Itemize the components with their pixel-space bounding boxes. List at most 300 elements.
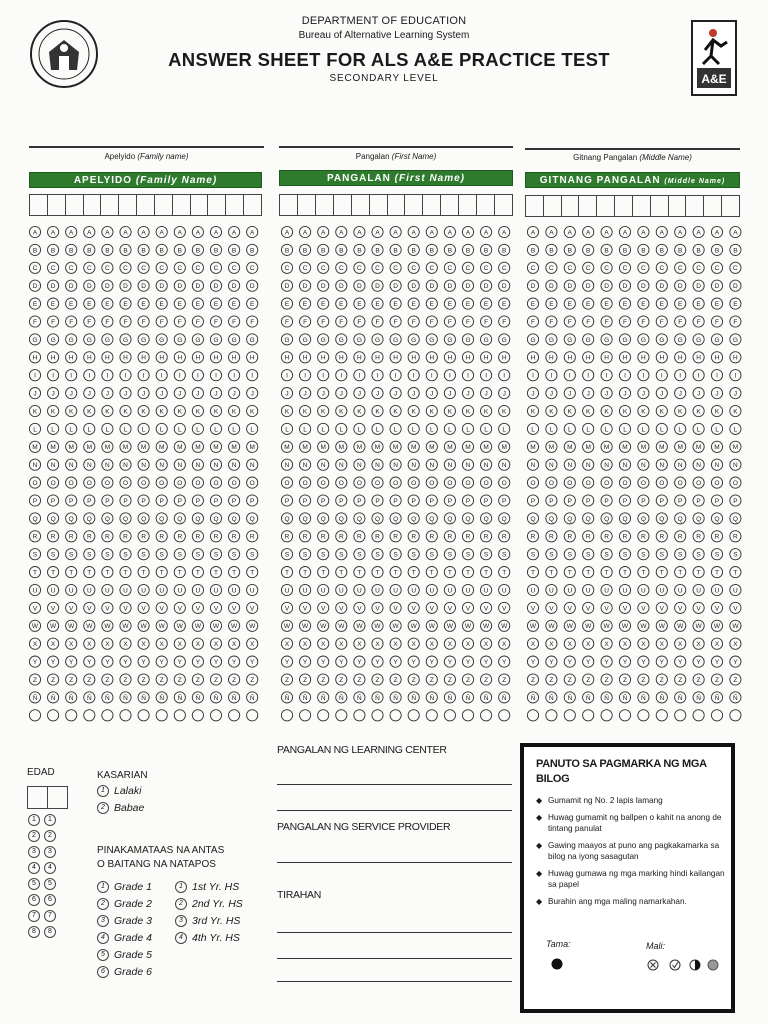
bubble-gitnang-pangalan[interactable]	[564, 549, 575, 560]
bubble-gitnang-pangalan[interactable]	[693, 352, 704, 363]
bubble-gitnang-pangalan[interactable]	[638, 459, 649, 470]
bubble-gitnang-pangalan[interactable]	[730, 584, 741, 595]
bubble-gitnang-pangalan[interactable]	[601, 692, 612, 703]
antas-option[interactable]	[97, 912, 152, 929]
bubble-gitnang-pangalan[interactable]	[527, 226, 538, 237]
antas-option[interactable]	[175, 929, 243, 946]
bubble-gitnang-pangalan[interactable]	[527, 620, 538, 631]
kasarian-option-lalaki[interactable]	[97, 782, 144, 799]
bubble-gitnang-pangalan[interactable]	[583, 423, 594, 434]
bubble-gitnang-pangalan[interactable]	[583, 692, 594, 703]
bubble-gitnang-pangalan[interactable]	[583, 298, 594, 309]
bubble-gitnang-pangalan[interactable]	[527, 316, 538, 327]
bubble-gitnang-pangalan[interactable]	[527, 441, 538, 452]
bubble-gitnang-pangalan[interactable]	[693, 692, 704, 703]
bubble-gitnang-pangalan[interactable]	[564, 638, 575, 649]
bubble-gitnang-pangalan[interactable]	[693, 226, 704, 237]
bubble-gitnang-pangalan[interactable]	[675, 334, 686, 345]
bubble-gitnang-pangalan[interactable]	[564, 405, 575, 416]
bubble-gitnang-pangalan[interactable]	[527, 280, 538, 291]
bubble-gitnang-pangalan[interactable]	[583, 602, 594, 613]
bubble-gitnang-pangalan[interactable]	[619, 495, 630, 506]
bubble-gitnang-pangalan[interactable]	[564, 334, 575, 345]
bubble-gitnang-pangalan[interactable]	[583, 477, 594, 488]
bubble-gitnang-pangalan[interactable]	[583, 262, 594, 273]
bubble-gitnang-pangalan[interactable]	[527, 388, 538, 399]
bubble-gitnang-pangalan[interactable]	[638, 262, 649, 273]
bubble-gitnang-pangalan[interactable]	[583, 584, 594, 595]
bubble-gitnang-pangalan[interactable]	[656, 388, 667, 399]
bubble-gitnang-pangalan[interactable]	[619, 405, 630, 416]
bubble-gitnang-pangalan[interactable]	[638, 370, 649, 381]
bubble-gitnang-pangalan[interactable]	[583, 531, 594, 542]
bubble-gitnang-pangalan[interactable]	[527, 710, 538, 721]
antas-option[interactable]	[97, 963, 152, 980]
bubble-gitnang-pangalan[interactable]	[564, 513, 575, 524]
bubble-gitnang-pangalan[interactable]	[619, 692, 630, 703]
bubble-gitnang-pangalan[interactable]	[527, 584, 538, 595]
bubble-gitnang-pangalan[interactable]	[583, 388, 594, 399]
bubble-gitnang-pangalan[interactable]	[619, 316, 630, 327]
antas-option[interactable]	[97, 929, 152, 946]
bubble-gitnang-pangalan[interactable]	[675, 620, 686, 631]
bubble-gitnang-pangalan[interactable]	[546, 620, 557, 631]
bubble-gitnang-pangalan[interactable]	[527, 602, 538, 613]
option-bubble[interactable]: 6	[97, 966, 109, 978]
bubble-gitnang-pangalan[interactable]	[638, 620, 649, 631]
bubble-gitnang-pangalan[interactable]	[546, 656, 557, 667]
bubble-gitnang-pangalan[interactable]	[693, 334, 704, 345]
bubble-gitnang-pangalan[interactable]	[675, 495, 686, 506]
bubble-gitnang-pangalan[interactable]	[638, 549, 649, 560]
bubble-gitnang-pangalan[interactable]	[711, 495, 722, 506]
bubble-gitnang-pangalan[interactable]	[693, 710, 704, 721]
bubble-gitnang-pangalan[interactable]	[711, 423, 722, 434]
bubble-gitnang-pangalan[interactable]	[730, 567, 741, 578]
bubble-gitnang-pangalan[interactable]	[527, 459, 538, 470]
bubble-gitnang-pangalan[interactable]	[730, 513, 741, 524]
bubble-gitnang-pangalan[interactable]	[619, 441, 630, 452]
edad-boxes[interactable]	[27, 786, 68, 809]
bubble-circle[interactable]	[527, 710, 538, 721]
bubble-gitnang-pangalan[interactable]	[693, 531, 704, 542]
option-bubble[interactable]: 4	[175, 932, 187, 944]
bubble-gitnang-pangalan[interactable]	[675, 423, 686, 434]
bubble-gitnang-pangalan[interactable]	[619, 513, 630, 524]
bubble-gitnang-pangalan[interactable]	[711, 262, 722, 273]
bubble-circle[interactable]	[564, 710, 575, 721]
bubble-gitnang-pangalan[interactable]	[638, 692, 649, 703]
bubble-gitnang-pangalan[interactable]	[693, 244, 704, 255]
bubble-gitnang-pangalan[interactable]	[546, 405, 557, 416]
bubble-gitnang-pangalan[interactable]	[564, 370, 575, 381]
bubble-gitnang-pangalan[interactable]	[619, 370, 630, 381]
bubble-gitnang-pangalan[interactable]	[546, 710, 557, 721]
bubble-gitnang-pangalan[interactable]	[546, 674, 557, 685]
bubble-gitnang-pangalan[interactable]	[583, 334, 594, 345]
learning-center-line[interactable]	[277, 784, 512, 785]
option-bubble[interactable]: 2	[175, 898, 187, 910]
bubble-gitnang-pangalan[interactable]	[564, 280, 575, 291]
bubble-gitnang-pangalan[interactable]	[711, 674, 722, 685]
bubble-gitnang-pangalan[interactable]	[601, 710, 612, 721]
bubble-gitnang-pangalan[interactable]	[638, 710, 649, 721]
bubble-gitnang-pangalan[interactable]	[601, 405, 612, 416]
bubble-gitnang-pangalan[interactable]	[711, 388, 722, 399]
bubble-gitnang-pangalan[interactable]	[638, 495, 649, 506]
bubble-gitnang-pangalan[interactable]	[583, 459, 594, 470]
bubble-gitnang-pangalan[interactable]	[656, 692, 667, 703]
bubble-gitnang-pangalan[interactable]	[527, 638, 538, 649]
bubble-gitnang-pangalan[interactable]	[675, 567, 686, 578]
edad-digit-bubble[interactable]: 8	[28, 926, 40, 938]
edad-digit-bubble[interactable]: 2	[44, 830, 56, 842]
bubble-gitnang-pangalan[interactable]	[546, 477, 557, 488]
bubble-gitnang-pangalan[interactable]	[711, 441, 722, 452]
edad-digit-bubble[interactable]: 3	[28, 846, 40, 858]
bubble-gitnang-pangalan[interactable]	[656, 584, 667, 595]
bubble-gitnang-pangalan[interactable]	[675, 477, 686, 488]
kasarian-option-babae[interactable]	[97, 799, 144, 816]
bubble-gitnang-pangalan[interactable]	[656, 638, 667, 649]
bubble-gitnang-pangalan[interactable]	[675, 244, 686, 255]
bubble-gitnang-pangalan[interactable]	[601, 423, 612, 434]
bubble-gitnang-pangalan[interactable]	[675, 262, 686, 273]
bubble-gitnang-pangalan[interactable]	[693, 674, 704, 685]
option-bubble[interactable]: 3	[97, 915, 109, 927]
bubble-gitnang-pangalan[interactable]	[527, 674, 538, 685]
bubble-gitnang-pangalan[interactable]	[693, 656, 704, 667]
bubble-gitnang-pangalan[interactable]	[693, 441, 704, 452]
bubble-gitnang-pangalan[interactable]	[564, 459, 575, 470]
bubble-gitnang-pangalan[interactable]	[656, 334, 667, 345]
bubble-gitnang-pangalan[interactable]	[730, 244, 741, 255]
bubble-gitnang-pangalan[interactable]	[564, 262, 575, 273]
bubble-gitnang-pangalan[interactable]	[527, 477, 538, 488]
bubble-gitnang-pangalan[interactable]	[730, 710, 741, 721]
bubble-gitnang-pangalan[interactable]	[564, 352, 575, 363]
bubble-gitnang-pangalan[interactable]	[583, 405, 594, 416]
bubble-gitnang-pangalan[interactable]	[583, 244, 594, 255]
bubble-gitnang-pangalan[interactable]	[656, 280, 667, 291]
bubble-gitnang-pangalan[interactable]	[675, 459, 686, 470]
bubble-gitnang-pangalan[interactable]	[564, 656, 575, 667]
bubble-gitnang-pangalan[interactable]	[564, 531, 575, 542]
antas-option[interactable]	[97, 878, 152, 895]
bubble-gitnang-pangalan[interactable]	[656, 405, 667, 416]
bubble-gitnang-pangalan[interactable]	[693, 388, 704, 399]
bubble-gitnang-pangalan[interactable]	[564, 710, 575, 721]
bubble-gitnang-pangalan[interactable]	[546, 531, 557, 542]
bubble-gitnang-pangalan[interactable]	[656, 459, 667, 470]
option-bubble[interactable]: 3	[175, 915, 187, 927]
bubble-gitnang-pangalan[interactable]	[583, 316, 594, 327]
bubble-gitnang-pangalan[interactable]	[619, 656, 630, 667]
bubble-gitnang-pangalan[interactable]	[638, 656, 649, 667]
bubble-gitnang-pangalan[interactable]	[711, 405, 722, 416]
bubble-gitnang-pangalan[interactable]	[564, 441, 575, 452]
option-bubble[interactable]: 4	[97, 932, 109, 944]
bubble-gitnang-pangalan[interactable]	[546, 244, 557, 255]
bubble-gitnang-pangalan[interactable]	[730, 620, 741, 631]
bubble-gitnang-pangalan[interactable]	[601, 602, 612, 613]
bubble-circle[interactable]	[601, 710, 612, 721]
bubble-gitnang-pangalan[interactable]	[527, 531, 538, 542]
bubble-gitnang-pangalan[interactable]	[675, 710, 686, 721]
bubble-gitnang-pangalan[interactable]	[638, 298, 649, 309]
bubble-gitnang-pangalan[interactable]	[583, 567, 594, 578]
antas-option[interactable]	[175, 878, 243, 895]
tirahan-line-1[interactable]	[277, 932, 512, 933]
bubble-gitnang-pangalan[interactable]	[730, 549, 741, 560]
bubble-gitnang-pangalan[interactable]	[730, 423, 741, 434]
bubble-gitnang-pangalan[interactable]	[656, 423, 667, 434]
bubble-gitnang-pangalan[interactable]	[730, 531, 741, 542]
bubble-gitnang-pangalan[interactable]	[527, 567, 538, 578]
edad-digit-bubble[interactable]: 4	[28, 862, 40, 874]
edad-digit-bubble[interactable]: 5	[44, 878, 56, 890]
bubble-gitnang-pangalan[interactable]	[546, 298, 557, 309]
bubble-gitnang-pangalan[interactable]	[675, 674, 686, 685]
bubble-gitnang-pangalan[interactable]	[711, 656, 722, 667]
bubble-gitnang-pangalan[interactable]	[693, 620, 704, 631]
bubble-gitnang-pangalan[interactable]	[656, 549, 667, 560]
bubble-circle[interactable]	[711, 710, 722, 721]
service-provider-line[interactable]	[277, 862, 512, 863]
bubble-gitnang-pangalan[interactable]	[656, 262, 667, 273]
edad-digit-bubble[interactable]: 4	[44, 862, 56, 874]
bubble-gitnang-pangalan[interactable]	[601, 531, 612, 542]
bubble-gitnang-pangalan[interactable]	[711, 710, 722, 721]
bubble-gitnang-pangalan[interactable]	[675, 405, 686, 416]
bubble-gitnang-pangalan[interactable]	[601, 620, 612, 631]
bubble-gitnang-pangalan[interactable]	[730, 638, 741, 649]
bubble-gitnang-pangalan[interactable]	[527, 513, 538, 524]
bubble-gitnang-pangalan[interactable]	[619, 423, 630, 434]
bubble-gitnang-pangalan[interactable]	[619, 388, 630, 399]
edad-digit-bubble[interactable]: 7	[44, 910, 56, 922]
bubble-gitnang-pangalan[interactable]	[546, 549, 557, 560]
bubble-gitnang-pangalan[interactable]	[638, 584, 649, 595]
bubble-gitnang-pangalan[interactable]	[546, 262, 557, 273]
bubble-circle[interactable]	[619, 710, 630, 721]
bubble-gitnang-pangalan[interactable]	[546, 459, 557, 470]
bubble-gitnang-pangalan[interactable]	[564, 584, 575, 595]
bubble-gitnang-pangalan[interactable]	[656, 602, 667, 613]
bubble-gitnang-pangalan[interactable]	[730, 692, 741, 703]
bubble-circle[interactable]	[638, 710, 649, 721]
bubble-gitnang-pangalan[interactable]	[583, 441, 594, 452]
bubble-gitnang-pangalan[interactable]	[730, 352, 741, 363]
option-bubble[interactable]: 5	[97, 949, 109, 961]
option-bubble[interactable]: 1	[175, 881, 187, 893]
bubble-gitnang-pangalan[interactable]	[693, 262, 704, 273]
bubble-gitnang-pangalan[interactable]	[711, 370, 722, 381]
bubble-gitnang-pangalan[interactable]	[601, 226, 612, 237]
bubble-gitnang-pangalan[interactable]	[564, 602, 575, 613]
bubble-gitnang-pangalan[interactable]	[656, 352, 667, 363]
bubble-gitnang-pangalan[interactable]	[711, 567, 722, 578]
bubble-gitnang-pangalan[interactable]	[693, 459, 704, 470]
bubble-gitnang-pangalan[interactable]	[583, 352, 594, 363]
bubble-gitnang-pangalan[interactable]	[583, 495, 594, 506]
bubble-gitnang-pangalan[interactable]	[730, 316, 741, 327]
bubble-gitnang-pangalan[interactable]	[564, 620, 575, 631]
bubble-gitnang-pangalan[interactable]	[711, 477, 722, 488]
edad-digit-bubble[interactable]: 1	[28, 814, 40, 826]
bubble-gitnang-pangalan[interactable]	[656, 316, 667, 327]
bubble-gitnang-pangalan[interactable]	[711, 692, 722, 703]
bubble-gitnang-pangalan[interactable]	[711, 513, 722, 524]
bubble-gitnang-pangalan[interactable]	[675, 226, 686, 237]
bubble-circle[interactable]	[583, 710, 594, 721]
bubble-gitnang-pangalan[interactable]	[693, 602, 704, 613]
bubble-gitnang-pangalan[interactable]	[675, 602, 686, 613]
bubble-gitnang-pangalan[interactable]	[730, 334, 741, 345]
bubble-gitnang-pangalan[interactable]	[711, 244, 722, 255]
bubble-gitnang-pangalan[interactable]	[601, 656, 612, 667]
bubble-gitnang-pangalan[interactable]	[601, 244, 612, 255]
bubble-gitnang-pangalan[interactable]	[675, 388, 686, 399]
bubble-gitnang-pangalan[interactable]	[675, 513, 686, 524]
bubble-gitnang-pangalan[interactable]	[564, 316, 575, 327]
edad-digit-bubble[interactable]: 7	[28, 910, 40, 922]
tirahan-line-2[interactable]	[277, 958, 512, 959]
bubble-circle[interactable]	[656, 710, 667, 721]
bubble-gitnang-pangalan[interactable]	[638, 441, 649, 452]
bubble-gitnang-pangalan[interactable]	[675, 692, 686, 703]
bubble-gitnang-pangalan[interactable]	[601, 549, 612, 560]
bubble-gitnang-pangalan[interactable]	[638, 352, 649, 363]
antas-option[interactable]	[97, 946, 152, 963]
bubble-circle[interactable]	[675, 710, 686, 721]
edad-digit-bubble[interactable]: 6	[44, 894, 56, 906]
bubble-gitnang-pangalan[interactable]	[675, 280, 686, 291]
bubble-gitnang-pangalan[interactable]	[546, 316, 557, 327]
bubble-gitnang-pangalan[interactable]	[564, 567, 575, 578]
bubble-gitnang-pangalan[interactable]	[711, 638, 722, 649]
bubble-gitnang-pangalan[interactable]	[601, 441, 612, 452]
bubble-gitnang-pangalan[interactable]	[527, 298, 538, 309]
edad-digit-bubble[interactable]: 3	[44, 846, 56, 858]
bubble-gitnang-pangalan[interactable]	[711, 316, 722, 327]
bubble-gitnang-pangalan[interactable]	[601, 674, 612, 685]
bubble-gitnang-pangalan[interactable]	[638, 316, 649, 327]
bubble-gitnang-pangalan[interactable]	[638, 513, 649, 524]
bubble-gitnang-pangalan[interactable]	[638, 531, 649, 542]
bubble-gitnang-pangalan[interactable]	[546, 495, 557, 506]
bubble-gitnang-pangalan[interactable]	[711, 280, 722, 291]
option-bubble[interactable]: 1	[97, 785, 109, 797]
bubble-gitnang-pangalan[interactable]	[601, 316, 612, 327]
bubble-gitnang-pangalan[interactable]	[619, 244, 630, 255]
bubble-gitnang-pangalan[interactable]	[638, 388, 649, 399]
bubble-gitnang-pangalan[interactable]	[583, 280, 594, 291]
bubble-gitnang-pangalan[interactable]	[564, 423, 575, 434]
bubble-gitnang-pangalan[interactable]	[564, 226, 575, 237]
bubble-gitnang-pangalan[interactable]	[546, 226, 557, 237]
bubble-gitnang-pangalan[interactable]	[711, 352, 722, 363]
bubble-gitnang-pangalan[interactable]	[711, 334, 722, 345]
bubble-gitnang-pangalan[interactable]	[693, 423, 704, 434]
bubble-gitnang-pangalan[interactable]	[675, 370, 686, 381]
bubble-gitnang-pangalan[interactable]	[730, 602, 741, 613]
bubble-gitnang-pangalan[interactable]	[527, 692, 538, 703]
edad-digit-bubble[interactable]: 5	[28, 878, 40, 890]
bubble-gitnang-pangalan[interactable]	[601, 477, 612, 488]
bubble-gitnang-pangalan[interactable]	[638, 226, 649, 237]
bubble-gitnang-pangalan[interactable]	[546, 280, 557, 291]
bubble-gitnang-pangalan[interactable]	[711, 549, 722, 560]
bubble-gitnang-pangalan[interactable]	[693, 638, 704, 649]
bubble-gitnang-pangalan[interactable]	[730, 477, 741, 488]
bubble-gitnang-pangalan[interactable]	[601, 388, 612, 399]
bubble-gitnang-pangalan[interactable]	[583, 710, 594, 721]
bubble-gitnang-pangalan[interactable]	[527, 549, 538, 560]
bubble-gitnang-pangalan[interactable]	[583, 656, 594, 667]
bubble-gitnang-pangalan[interactable]	[546, 513, 557, 524]
bubble-gitnang-pangalan[interactable]	[711, 298, 722, 309]
bubble-gitnang-pangalan[interactable]	[601, 513, 612, 524]
bubble-gitnang-pangalan[interactable]	[656, 298, 667, 309]
bubble-gitnang-pangalan[interactable]	[675, 584, 686, 595]
bubble-gitnang-pangalan[interactable]	[693, 495, 704, 506]
bubble-gitnang-pangalan[interactable]	[527, 370, 538, 381]
bubble-gitnang-pangalan[interactable]	[711, 620, 722, 631]
bubble-gitnang-pangalan[interactable]	[583, 638, 594, 649]
bubble-gitnang-pangalan[interactable]	[656, 620, 667, 631]
bubble-gitnang-pangalan[interactable]	[730, 674, 741, 685]
bubble-gitnang-pangalan[interactable]	[730, 226, 741, 237]
bubble-gitnang-pangalan[interactable]	[601, 298, 612, 309]
bubble-gitnang-pangalan[interactable]	[583, 513, 594, 524]
bubble-gitnang-pangalan[interactable]	[638, 477, 649, 488]
bubble-gitnang-pangalan[interactable]	[675, 531, 686, 542]
bubble-gitnang-pangalan[interactable]	[730, 405, 741, 416]
bubble-gitnang-pangalan[interactable]	[564, 495, 575, 506]
bubble-gitnang-pangalan[interactable]	[527, 656, 538, 667]
antas-option[interactable]	[175, 895, 243, 912]
bubble-gitnang-pangalan[interactable]	[527, 352, 538, 363]
bubble-gitnang-pangalan[interactable]	[601, 584, 612, 595]
bubble-gitnang-pangalan[interactable]	[546, 423, 557, 434]
bubble-gitnang-pangalan[interactable]	[619, 334, 630, 345]
bubble-gitnang-pangalan[interactable]	[619, 567, 630, 578]
bubble-gitnang-pangalan[interactable]	[601, 352, 612, 363]
bubble-gitnang-pangalan[interactable]	[583, 549, 594, 560]
bubble-gitnang-pangalan[interactable]	[601, 280, 612, 291]
bubble-gitnang-pangalan[interactable]	[564, 692, 575, 703]
bubble-circle[interactable]	[693, 710, 704, 721]
tirahan-line-3[interactable]	[277, 981, 512, 982]
bubble-gitnang-pangalan[interactable]	[730, 388, 741, 399]
bubble-gitnang-pangalan[interactable]	[656, 710, 667, 721]
bubble-gitnang-pangalan[interactable]	[638, 674, 649, 685]
bubble-gitnang-pangalan[interactable]	[711, 459, 722, 470]
antas-option[interactable]	[97, 895, 152, 912]
bubble-gitnang-pangalan[interactable]	[619, 459, 630, 470]
bubble-gitnang-pangalan[interactable]	[546, 352, 557, 363]
learning-center-line-2[interactable]	[277, 810, 512, 811]
bubble-gitnang-pangalan[interactable]	[583, 674, 594, 685]
bubble-gitnang-pangalan[interactable]	[656, 674, 667, 685]
bubble-gitnang-pangalan[interactable]	[527, 262, 538, 273]
bubble-gitnang-pangalan[interactable]	[546, 441, 557, 452]
bubble-gitnang-pangalan[interactable]	[693, 567, 704, 578]
bubble-gitnang-pangalan[interactable]	[693, 370, 704, 381]
bubble-gitnang-pangalan[interactable]	[619, 638, 630, 649]
edad-digit-bubble[interactable]: 8	[44, 926, 56, 938]
